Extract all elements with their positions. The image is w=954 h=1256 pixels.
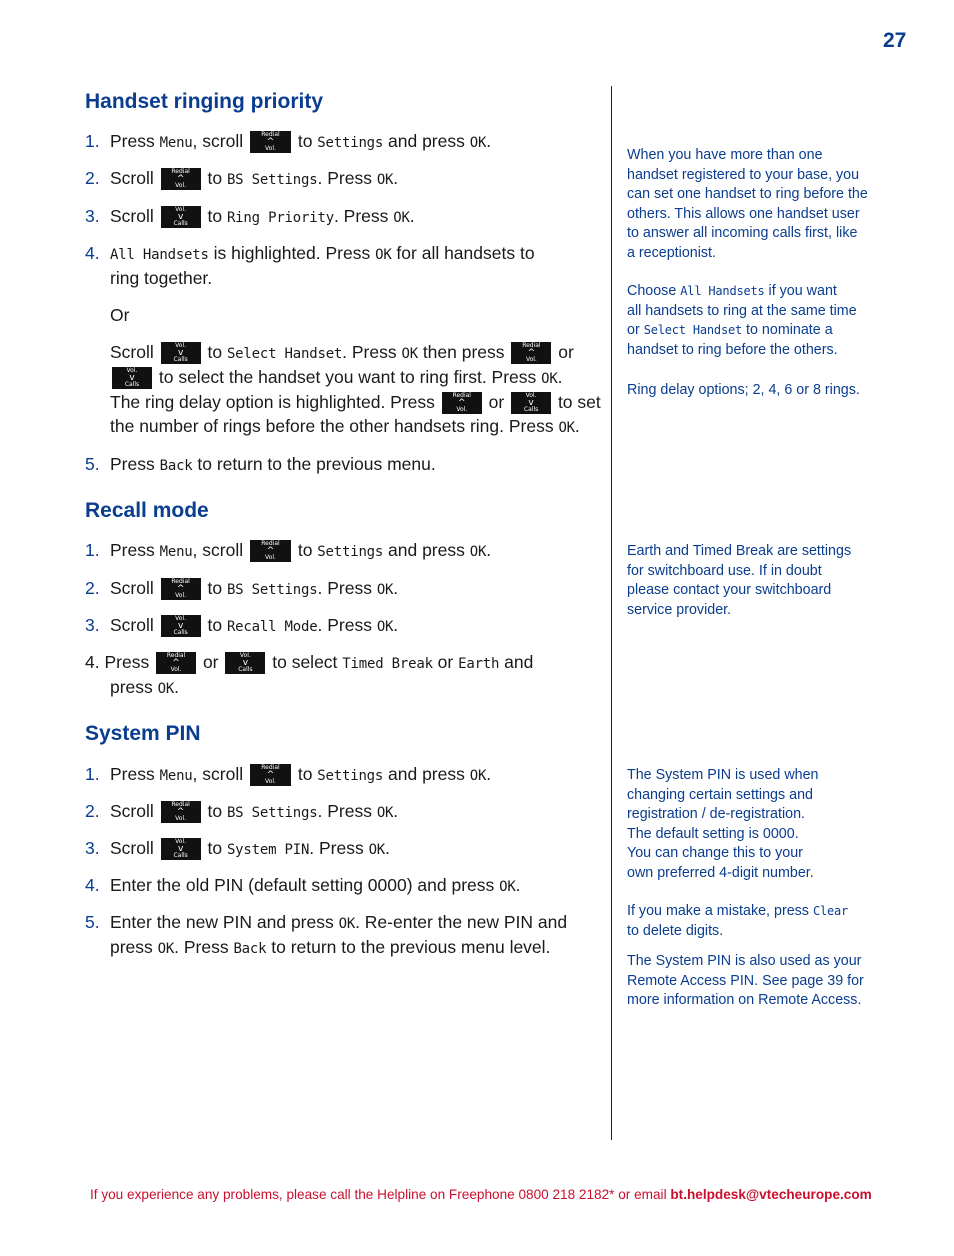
note-handset-priority: When you have more than one handset registered to your base, you can set one handset to ring before the others. This allows one handset user to answer all incoming calls first, like a receptionist. (627, 147, 868, 261)
note-ring-delay: Ring delay options; 2, 4, 6 or 8 rings. (627, 382, 860, 398)
page-number: 27 (883, 29, 907, 52)
handset-step-3: 3. Scroll Vol. v Calls to Ring Priority. Press OK. (85, 206, 415, 227)
pin-step-4: 4. Enter the old PIN (default setting 0000) and press OK. (85, 875, 521, 895)
vol-calls-down-key-icon: Vol. v Calls (161, 838, 201, 860)
section-title-system-pin: System PIN (85, 722, 201, 745)
vol-calls-down-key-icon: Vol. v Calls (161, 615, 201, 637)
recall-step-2: 2. Scroll Redial ^ Vol. to BS Settings. Press OK. (85, 578, 399, 599)
recall-step-1: 1. Press Menu, scroll Redial ^ Vol. to Settings and press OK. (85, 540, 492, 561)
recall-step-4: 4. Press Redial ^ Vol. or Vol. v Calls to select Timed Break or Earth and (85, 652, 534, 673)
vol-calls-down-key-icon: Vol. v Calls (161, 342, 201, 364)
redial-vol-up-key-icon: Redial ^ Vol. (511, 342, 551, 364)
vol-calls-down-key-icon: Vol. v Calls (225, 652, 265, 674)
handset-step-4: 4. All Handsets is highlighted. Press OK for all handsets to (85, 243, 535, 263)
handset-step-2: 2. Scroll Redial ^ Vol. to BS Settings. Press OK. (85, 168, 399, 189)
handset-step-4-alt-line-1: Scroll Vol. v Calls to Select Handset. Press OK then press Redial ^ Vol. or (110, 342, 574, 363)
vol-calls-down-key-icon: Vol. v Calls (112, 367, 152, 389)
redial-vol-up-key-icon: Redial ^ Vol. (161, 801, 201, 823)
handset-step-4-alt-line-2: Vol. v Calls to select the handset you want to ring first. Press OK. (110, 365, 562, 392)
handset-step-5: 5. Press Back to return to the previous menu. (85, 454, 436, 474)
recall-step-4-line-2: press OK. (110, 677, 179, 697)
redial-vol-up-key-icon: Redial ^ Vol. (442, 392, 482, 414)
pin-step-3: 3. Scroll Vol. v Calls to System PIN. Press OK. (85, 838, 390, 859)
redial-vol-up-key-icon: Redial ^ Vol. (250, 764, 291, 786)
note-recall-mode: Earth and Timed Break are settings for switchboard use. If in doubt please contact your switchboard service provider. (627, 543, 852, 618)
note-system-pin: The System PIN is used when changing certain settings and registration / de-registration. The default setting is 0000. You can change this to your own preferred 4-digit number. (627, 767, 819, 881)
note-choose-handsets: Choose All Handsets if you want all handsets to ring at the same time or Select Handset to nominate a handset to ring before the others. (627, 283, 857, 358)
redial-vol-up-key-icon: Redial ^ Vol. (250, 131, 291, 153)
redial-vol-up-key-icon: Redial ^ Vol. (161, 168, 201, 190)
pin-step-5-line-2: press OK. Press Back to return to the previous menu level. (110, 937, 551, 957)
footer-helpline: If you experience any problems, please call the Helpline on Freephone 0800 218 2182* or email bt.helpdesk@vtecheurope.com (90, 1187, 872, 1202)
handset-step-4-line-2: ring together. (110, 268, 213, 288)
pin-step-2: 2. Scroll Redial ^ Vol. to BS Settings. Press OK. (85, 801, 399, 822)
note-remote-access: The System PIN is also used as your Remote Access PIN. See page 39 for more information on Remote Access. (627, 953, 864, 1008)
recall-step-3: 3. Scroll Vol. v Calls to Recall Mode. Press OK. (85, 615, 399, 636)
handset-step-4-or: Or (110, 305, 130, 325)
pin-step-5: 5. Enter the new PIN and press OK. Re-enter the new PIN and (85, 912, 568, 932)
pin-step-1: 1. Press Menu, scroll Redial ^ Vol. to Settings and press OK. (85, 764, 492, 785)
vol-calls-down-key-icon: Vol. v Calls (161, 206, 201, 228)
note-clear-digits: If you make a mistake, press Clear to delete digits. (627, 903, 849, 939)
helpdesk-email-link[interactable]: bt.helpdesk@vtecheurope.com (670, 1187, 872, 1202)
handset-step-4-alt-line-4: the number of rings before the other handsets ring. Press OK. (110, 416, 580, 436)
section-title-recall-mode: Recall mode (85, 499, 209, 522)
redial-vol-up-key-icon: Redial ^ Vol. (250, 540, 291, 562)
vol-calls-down-key-icon: Vol. v Calls (511, 392, 551, 414)
column-divider (611, 86, 612, 1140)
handset-step-1: 1. Press Menu, scroll Redial ^ Vol. to Settings and press OK. (85, 131, 492, 152)
handset-step-4-alt-line-3: The ring delay option is highlighted. Press Redial ^ Vol. or Vol. v Calls to set (110, 392, 601, 413)
section-title-handset-ringing-priority: Handset ringing priority (85, 90, 324, 113)
redial-vol-up-key-icon: Redial ^ Vol. (161, 578, 201, 600)
redial-vol-up-key-icon: Redial ^ Vol. (156, 652, 196, 674)
